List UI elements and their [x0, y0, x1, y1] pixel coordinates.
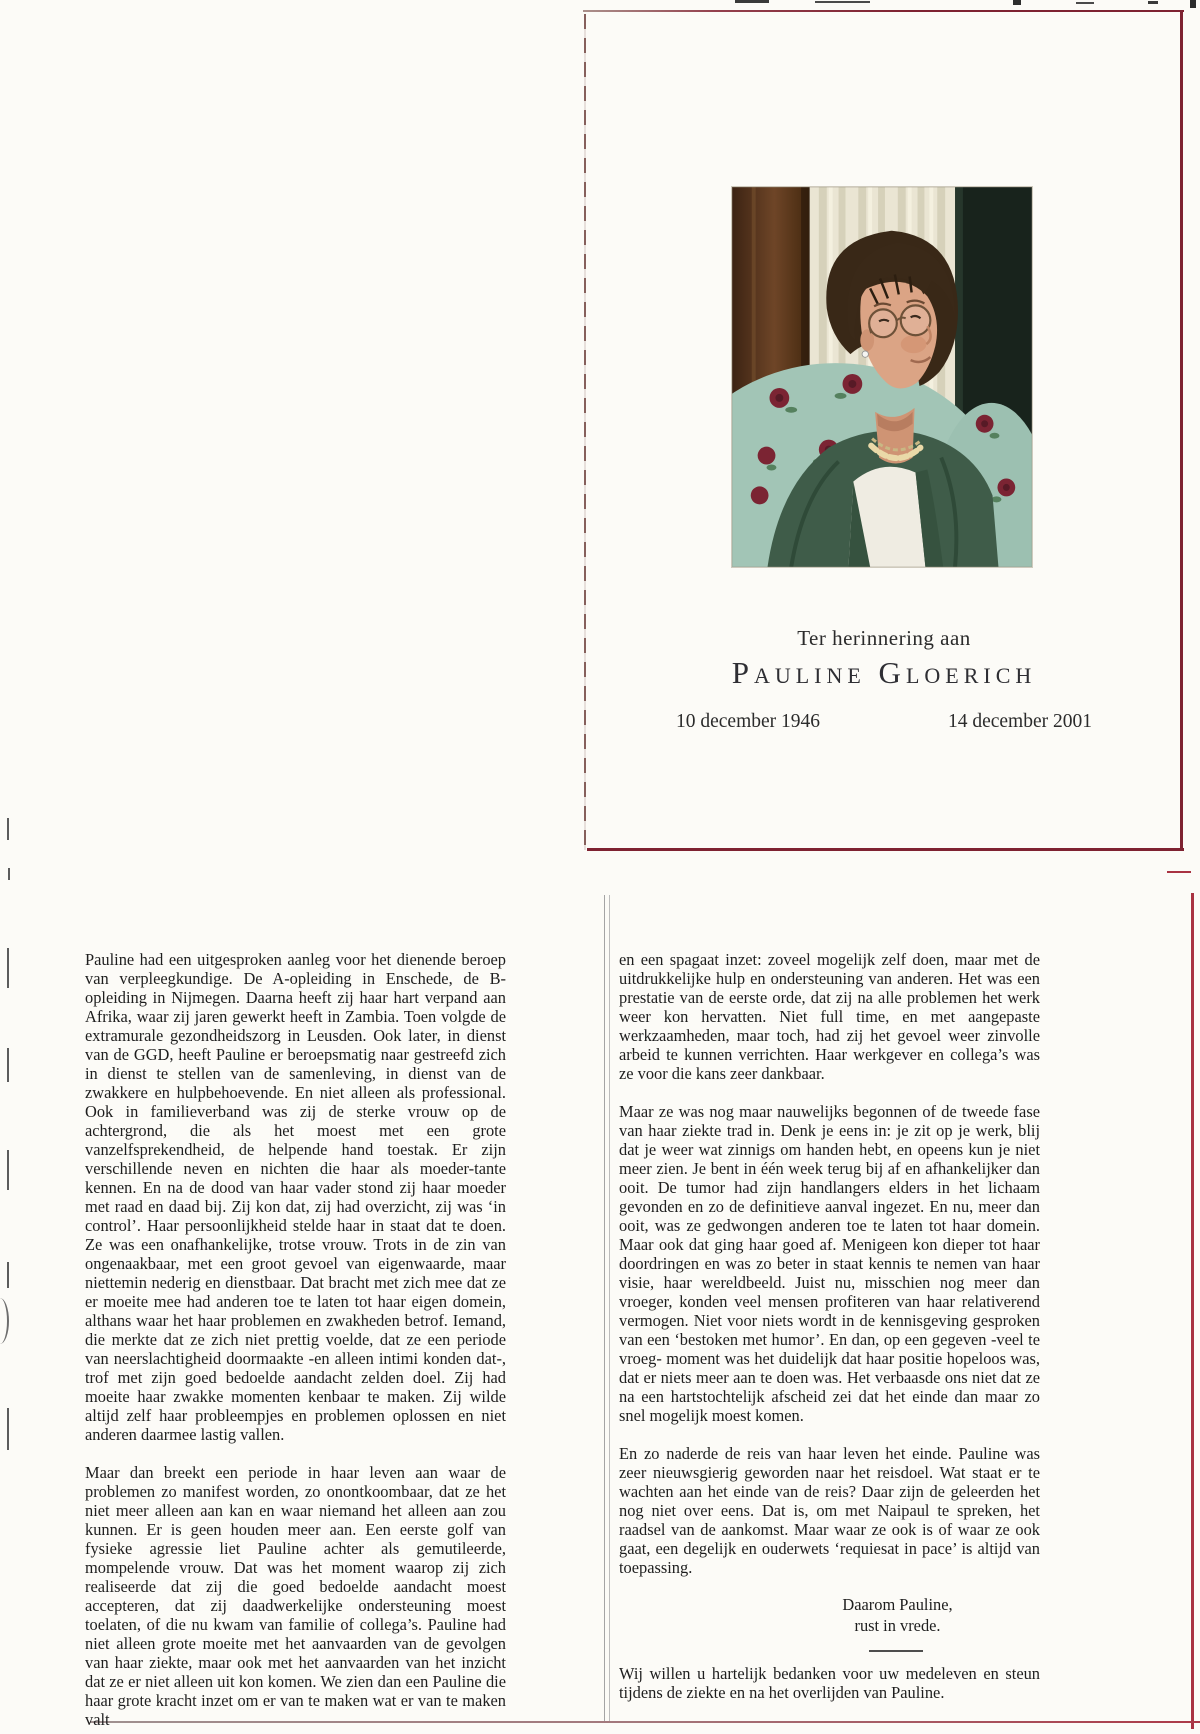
portrait-photo	[732, 187, 1032, 567]
card-border-bottom	[587, 848, 1184, 851]
closing-salutation	[687, 1594, 1108, 1636]
divider-rule	[869, 1650, 923, 1652]
obituary-paragraph: Pauline had een uitgesproken aanleg voor het dienende beroep van verpleegkundige. De A-opleiding in Enschede, de B-opleiding in Nijmegen. Daarna heeft zij haar hart verpand aan Afrika, waar zij jaren gewerkt heeft in Zambia. Toen volgde de extramurale gezondheidszorg in Leusden. Ook later, in dienst van de GGD, heeft Pauline er beroepsmatig naar gestreefd zich in dienst te stellen van de samenleving, in dienst van de zwakkere en hulpbehoevende. En niet alleen als professional. Ook in familieverband was zij de sterke vrouw op de achtergrond, die als het moest met een grote vanzelfsprekendheid, de helpende hand toestak. Er zijn verschillende neven en nichten die haar als moeder-tante kennen. En na de dood van haar vader stond zij haar moeder met raad en daad bij. Zij kon dat, zij had overzicht, zij was ‘in control’. Haar persoonlijkheid stelde haar in staat dat te doen. Ze was een onafhankelijke, trotse vrouw. Trots in de zin van ongenaakbaar, met een groot gevoel van eigenwaarde, maar niettemin nederig en dienstbaar. Dat bracht met zich mee dat ze er moeite mee had anderen toe te laten tot haar eigen domein, althans waar het haar problemen en zwakheden betrof. Iemand, die merkte dat ze zich niet prettig voelde, dat ze een periode van neerslachtigheid doormaakte -en alleen intimi konden dat-, trof met zijn goed bedoelde aandacht zelden doel. Zij had moeite haar zwakke momenten kenbaar te maken. Zij wilde altijd zelf haar probleempjes en problemen oplossen en niet anderen daarmee lastig vallen.	[85, 950, 506, 1444]
birth-date: 10 december 1946	[676, 711, 821, 732]
scan-artifact	[7, 1150, 9, 1190]
scan-artifact	[7, 1408, 9, 1450]
obituary-paragraph: Maar ze was nog maar nauwelijks begonnen of de tweede fase van haar ziekte trad in. Denk je eens in: je zit op je werk, blij dat je weer wat zinnigs om handen hebt, en opeens kun je niet meer zien. Je bent in één week terug bij af en afhankelijker dan ooit. De tumor had zijn handlangers elders in het lichaam gevonden en zo de definitieve aanval ingezet. En nu, meer dan ooit, was ze gedwongen anderen toe te laten tot haar domein. Maar ook dat ging haar goed af. Menigeen kon dieper tot haar doordringen en was zo beter in staat kennis te nemen van haar visie, haar wereldbeeld. Juist nu, misschien nog meer dan vroeger, konden veel mensen profiteren van haar relativerend vermogen. Niet voor niets wordt in de kennisgeving gesproken van een ‘bestoken met humor’. En dan, op een gegeven -veel te vroeg- moment was het duidelijk dat haar positie hopeloos was, dat er niets meer aan te doen was. Het verbaasde ons niet dat ze na een hartstochtelijk afscheid zei dat het einde dan maar zo snel mogelijk moest komen.	[619, 1102, 1040, 1425]
scan-artifact	[0, 1298, 9, 1344]
page-edge-line	[1191, 893, 1194, 1729]
scan-artifact	[8, 868, 10, 880]
scan-artifact	[1190, 0, 1196, 8]
obituary-paragraph: Maar dan breekt een periode in haar leven aan waar de problemen zo manifest worden, zo onontkoombaar, dat ze het niet meer alleen aan kan en waar niemand het alleen aan zou kunnen. Er is geen houden meer aan. Een eerste golf van fysieke agressie liet Pauline achter als gemutileerde, mompelende vrouw. Dat was het moment waarop zij zich realiseerde dat zij die goed bedoelde aandacht moest accepteren, dat zij daadwerkelijke ondersteuning moest toelaten, of die nu kwam van familie of collega’s. Pauline had niet alleen grote moeite met het aanvaarden van de gevolgen van haar ziekte, maar ook met het aanvaarden van het inzicht dat ze er niet alleen uit kon komen. We zien dan een Pauline die haar grote kracht inzet om er van te maken wat er van te maken valt	[85, 1463, 506, 1729]
memorial-line: Ter herinnering aan	[797, 626, 971, 650]
fold-line	[609, 895, 610, 1722]
scan-artifact	[7, 948, 9, 988]
dates-row	[585, 711, 1183, 733]
deceased-name: Pauline Gloerich	[731, 655, 1037, 690]
card-border-top	[583, 10, 1184, 12]
scan-artifact	[1076, 2, 1094, 4]
scan-artifact	[815, 1, 870, 3]
obituary-right-column	[619, 950, 1040, 1721]
obituary-paragraph: En zo naderde de reis van haar leven het einde. Pauline was zeer nieuwsgierig geworden naar het reisdoel. Wat staat er te wachten aan het einde van de reis? Daar zijn de geleerden het nog niet over eens. Dat is, om met Naipaul te spreken, het raadsel van de aankomst. Maar waar ze ook is of waar ze ook gaat, een degelijk en ouderwets ‘requiesat in pace’ is altijd van toepassing.	[619, 1444, 1040, 1577]
scan-artifact	[7, 818, 9, 840]
acknowledgement: Wij willen u hartelijk bedanken voor uw medeleven en steun tijdens de ziekte en na het overlijden van Pauline.	[619, 1664, 1040, 1702]
scan-artifact	[7, 1262, 9, 1288]
closing-line: rust in vrede.	[854, 1616, 941, 1635]
death-date: 14 december 2001	[947, 711, 1092, 732]
fold-line	[604, 895, 605, 1722]
scan-artifact	[1167, 871, 1191, 873]
scan-artifact	[1013, 0, 1021, 5]
scan-artifact	[1148, 1, 1158, 4]
scan-artifact	[7, 1048, 9, 1082]
scan-artifact	[735, 0, 769, 3]
obituary-left-column	[85, 950, 506, 1734]
closing-line: Daarom Pauline,	[842, 1595, 953, 1614]
obituary-paragraph: en een spagaat inzet: zoveel mogelijk zelf doen, maar met de uitdrukkelijke hulp en ondersteuning van anderen. Het was een prestatie van de eerste orde, dat zij na alle problemen het werk weer kon hervatten. Niet full time, en met aangepaste werkzaamheden, maar toch, had zij het gevoel weer zinvolle arbeid te kunnen verrichten. Haar werkgever en collega’s was ze voor die kans zeer dankbaar.	[619, 950, 1040, 1083]
